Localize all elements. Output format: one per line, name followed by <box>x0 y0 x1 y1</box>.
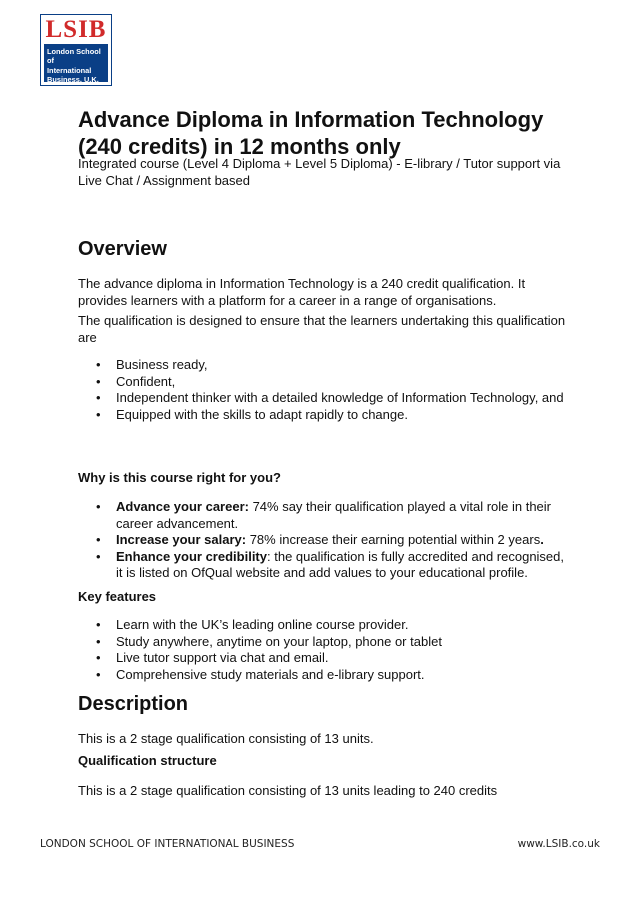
list-item: • Confident, <box>78 374 568 391</box>
item-text: : the qualification is fully accredited and recognised, it is listed on OfQual website and add values to your educational profile. <box>116 548 565 580</box>
item-text: 78% increase their earning potential within 2 years <box>246 532 541 547</box>
list-item: • Business ready, <box>78 357 568 374</box>
structure-heading: Qualification structure <box>78 753 217 768</box>
list-item <box>78 499 568 532</box>
overview-heading: Overview <box>78 238 167 260</box>
item-label: Enhance your credibility <box>116 548 267 564</box>
description-paragraph-2: This is a 2 stage qualification consisting of 13 units leading to 240 credits <box>78 783 498 798</box>
item-end: . <box>540 532 544 547</box>
list-item <box>78 549 568 582</box>
page-title: Advance Diploma in Information Technology (240 credits) in 12 months only <box>78 107 544 159</box>
overview-list <box>78 357 568 423</box>
item-label: Increase your salary: <box>116 532 247 547</box>
logo-line: Business, U.K. <box>47 74 99 84</box>
page-subtitle: Integrated course (Level 4 Diploma + Level 5 Diploma) - E-library / Tutor support via Live Chat / Assignment based <box>78 156 561 188</box>
item-text: 74% say their qualification played a vital role in their career advancement. <box>116 499 552 531</box>
logo-title: LSIB <box>45 16 107 43</box>
list-item: • Comprehensive study materials and e-library support. <box>78 667 568 684</box>
overview-paragraph-2: The qualification is designed to ensure that the learners undertaking this qualification are <box>78 313 566 345</box>
list-item: • Live tutor support via chat and email. <box>78 650 568 667</box>
list-item: • Independent thinker with a detailed knowledge of Information Technology, and <box>78 390 568 407</box>
footer-org-name: LONDON SCHOOL OF INTERNATIONAL BUSINESS <box>40 838 295 850</box>
why-list <box>78 499 568 582</box>
footer-website: www.LSIB.co.uk <box>517 838 600 850</box>
logo-text-box <box>44 44 108 82</box>
features-list <box>78 617 568 683</box>
page-footer <box>40 838 600 850</box>
list-item: • Learn with the UK’s leading online course provider. <box>78 617 568 634</box>
logo-line: International <box>47 65 92 75</box>
why-heading: Why is this course right for you? <box>78 470 281 485</box>
logo-line: London School of <box>47 47 101 66</box>
description-paragraph-1: This is a 2 stage qualification consisting of 13 units. <box>78 731 374 746</box>
list-item: • Study anywhere, anytime on your laptop, phone or tablet <box>78 634 568 651</box>
features-heading: Key features <box>78 589 157 604</box>
list-item <box>78 532 568 549</box>
overview-paragraph-1: The advance diploma in Information Technology is a 240 credit qualification. It provides learners with a platform for a career in a range of organisations. <box>78 276 526 308</box>
list-item: • Equipped with the skills to adapt rapidly to change. <box>78 407 568 424</box>
item-label: Advance your career: <box>116 499 249 514</box>
lsib-logo <box>40 14 112 86</box>
description-heading: Description <box>78 693 189 715</box>
